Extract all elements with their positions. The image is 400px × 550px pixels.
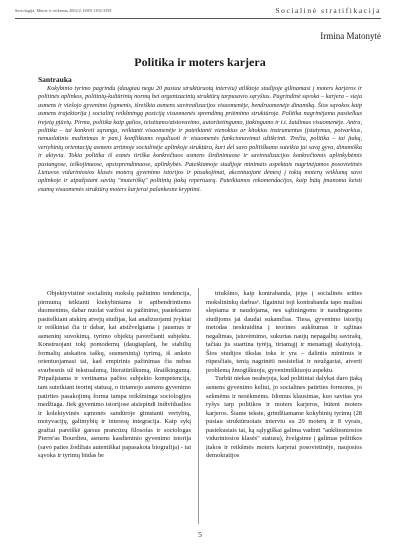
body-paragraph: triukšmo, kaip kontrabanda, įėjęs į socialinės srities mokslininkų darbus¹. Ilgainiui toji kontrabanda tapo mažiau slepiama ir naudojama, nes sąžiningoms ir naudinguoms studijoms jai daudai sukamčias. Tiesa, gyvenimo istorijų metodas neskraidina į teorines aukštumas ir sąžinas negalimas, įsiuvėmimo, sukurtas naujų nepagalbų savirašų, tačiau jis suartina tyrėją, tiriamąjį ir menamąjį skaitytoją. Šios studijos tikslas toks ir yra – dalintis mintimis ir rūpesčiais, tenią nagrinėti nesisteliai ir neužgariai, atverti problemą žmogiškuoju, gyvenimiškiuoju aspektu. xyxy=(206,290,362,374)
body-paragraph: Turbūt niekas neabejoja, kad politiniai dalykai daro įtaką asmens gyvenimo keliui, jo socialines patirties formoms, jo sekmėms ir nesėkmėms. Idomus klausimas, kuo savitas yra ryšys tarp politikos ir moters karjeros, būtent moters karjeros. Šiame tekste, grindžiamame kokybinių tyrimų (28 pusiau struktūruotais interviu su 20 moterų ir 8 vyrais, pasiekusiais tai, ką sąlygiškai galima vadinti "aukštesniosios viduriniosios klasės" statusu), žvelgsime į galimas politikos įtakos ir reikšmės moters karjerai posovietinėje, naujosios demokratijos xyxy=(206,375,362,460)
body-column-right xyxy=(206,290,362,461)
column-divider xyxy=(198,288,199,524)
abstract-heading: Santrauka xyxy=(38,75,72,84)
abstract xyxy=(38,85,362,194)
header-rule xyxy=(15,18,381,19)
body-paragraph: Objektyvistinė socialinių mokslų pažinimo tendencija, pirmumą teikianti kiekybiniams ir apibendrintiems duomenims, dabar nuolat varžosi su pažinimo, pasiekiamo pasitelkiant atskirų atvejų studijas, kai analizuojami įvykiai ir reiškiniai čia ir dabar, kai atsižvelgiama į jausmus ir asmeninį suvokimą, tyrimo objektą paverčianti subjektu. Konstruojant tokį pomodernų (daugiaplanį, be stabilių formalių atskaitos taškų, susmenintą) tyrimą, iš anksto orientuojamasi tai, kad empirinis pažinimas čia nebus svarbesnis už tekstualumą, literatūriškumą, išraiškingumą. Pripažįstama ir vertinama pačios subjekto kompetencija, tam suteikiant teorinį statusą, o tiriamojo asmens gyvenimo patirties pasakojimų forma tampa reikšminga sociologijos medžiaga. Jiek gyvenimo istorijose atsispindi individualios ir kolektyvinės sąmonės sandūroje gimstanti vertybių, motyvacijų, galimybių ir interesų integracija. Kaip sykį gražiai pareiškė garsus prancūzų filosofas ir sociologas Pierre'as Bourdieu, asmens kasdieninio gyvenimo istorija (savo paties žodžiais autentiškai papasakota biografija) - tai sąvoka ir tyrimų būdas be xyxy=(38,290,191,460)
body-column-left xyxy=(38,290,191,461)
section-title: Socialinė stratifikacija xyxy=(275,6,381,15)
page-number: 5 xyxy=(198,530,202,539)
author-name: Irmina Matonytė xyxy=(320,31,381,41)
article-title: Politika ir moters karjera xyxy=(134,55,266,69)
journal-citation: Sociologija. Mintis ir veiksmas 2002/2, ISSN 1392-3358 xyxy=(15,8,112,13)
abstract-text: Kokybinio tyrimo pagrindu (daugiau negu 20 pusiau struktūruotų interviu) atliktoje studijoje gilinamasi į moters karjeros ir politinės aplinkos, politinių-kultūrinių normų bei organizacinių struktūrų tarpusavio sąryšius. Pagrindinė sąvoka – karjera – sieja asmens ir viešojo gyvenimo lygmenis, išreiškia asmens savirealizacijos visuomenėje, bendruomenėje dinamiką. Šios sąvokos kaip asmens trajektorija į socialinį reikšmingą poziciją visuomenės sprendimų priėmimo struktūroje. Politika nagrinėjama pasitelkus trejetą pjūvių. Pirma, politika kaip galios, teisėtumo/atstovavimo, autoritetingumo, įtakingumo ir t.t. žaidimas visuomenėje. Antra, politika – tai konkreti sąranga, veikianti visuomenėje ir pateikianti vienokius ar kitokius instrumentus (įstatymus, potvarkius, nenuolatinis mažinimas ir pan.) konfliktams reguliuoti ir visuomenės funkcionavimui užtikrinti. Trečia, politika – tai įtakų, vertybinių orientacijų asmens artimoje socialinėje aplinkoje struktūra, kuri del savo politiškumo suteikia jai savą gyva, dinamiška ir aktyvia. Tokia politika iš esmės tiriška konkrečiuos asmens širdinimuose ir savirealizacijos konkrečiomis aplinkybėmis pastangose, ieškojimuose, apsisprendimuose, aplinkybės. Pateikiamoje studijoje minimais aspektais nagrinėjamos posovietinės Lietuvos viduriniosios klasės moterų gyvenimo istorijos ir pasakojimai, akcentuojant dėmesį į tokių moterų veiklumą savo aplinkoje ir atpažįstant savitą "moteriškų" politinių įtakų repertuarą. Pateikiamos rekomendacijos, kaip būtų įmanoma keisti esamą visuomenės struktūrą moters karjerai palankesne kryptimi. xyxy=(38,85,362,193)
